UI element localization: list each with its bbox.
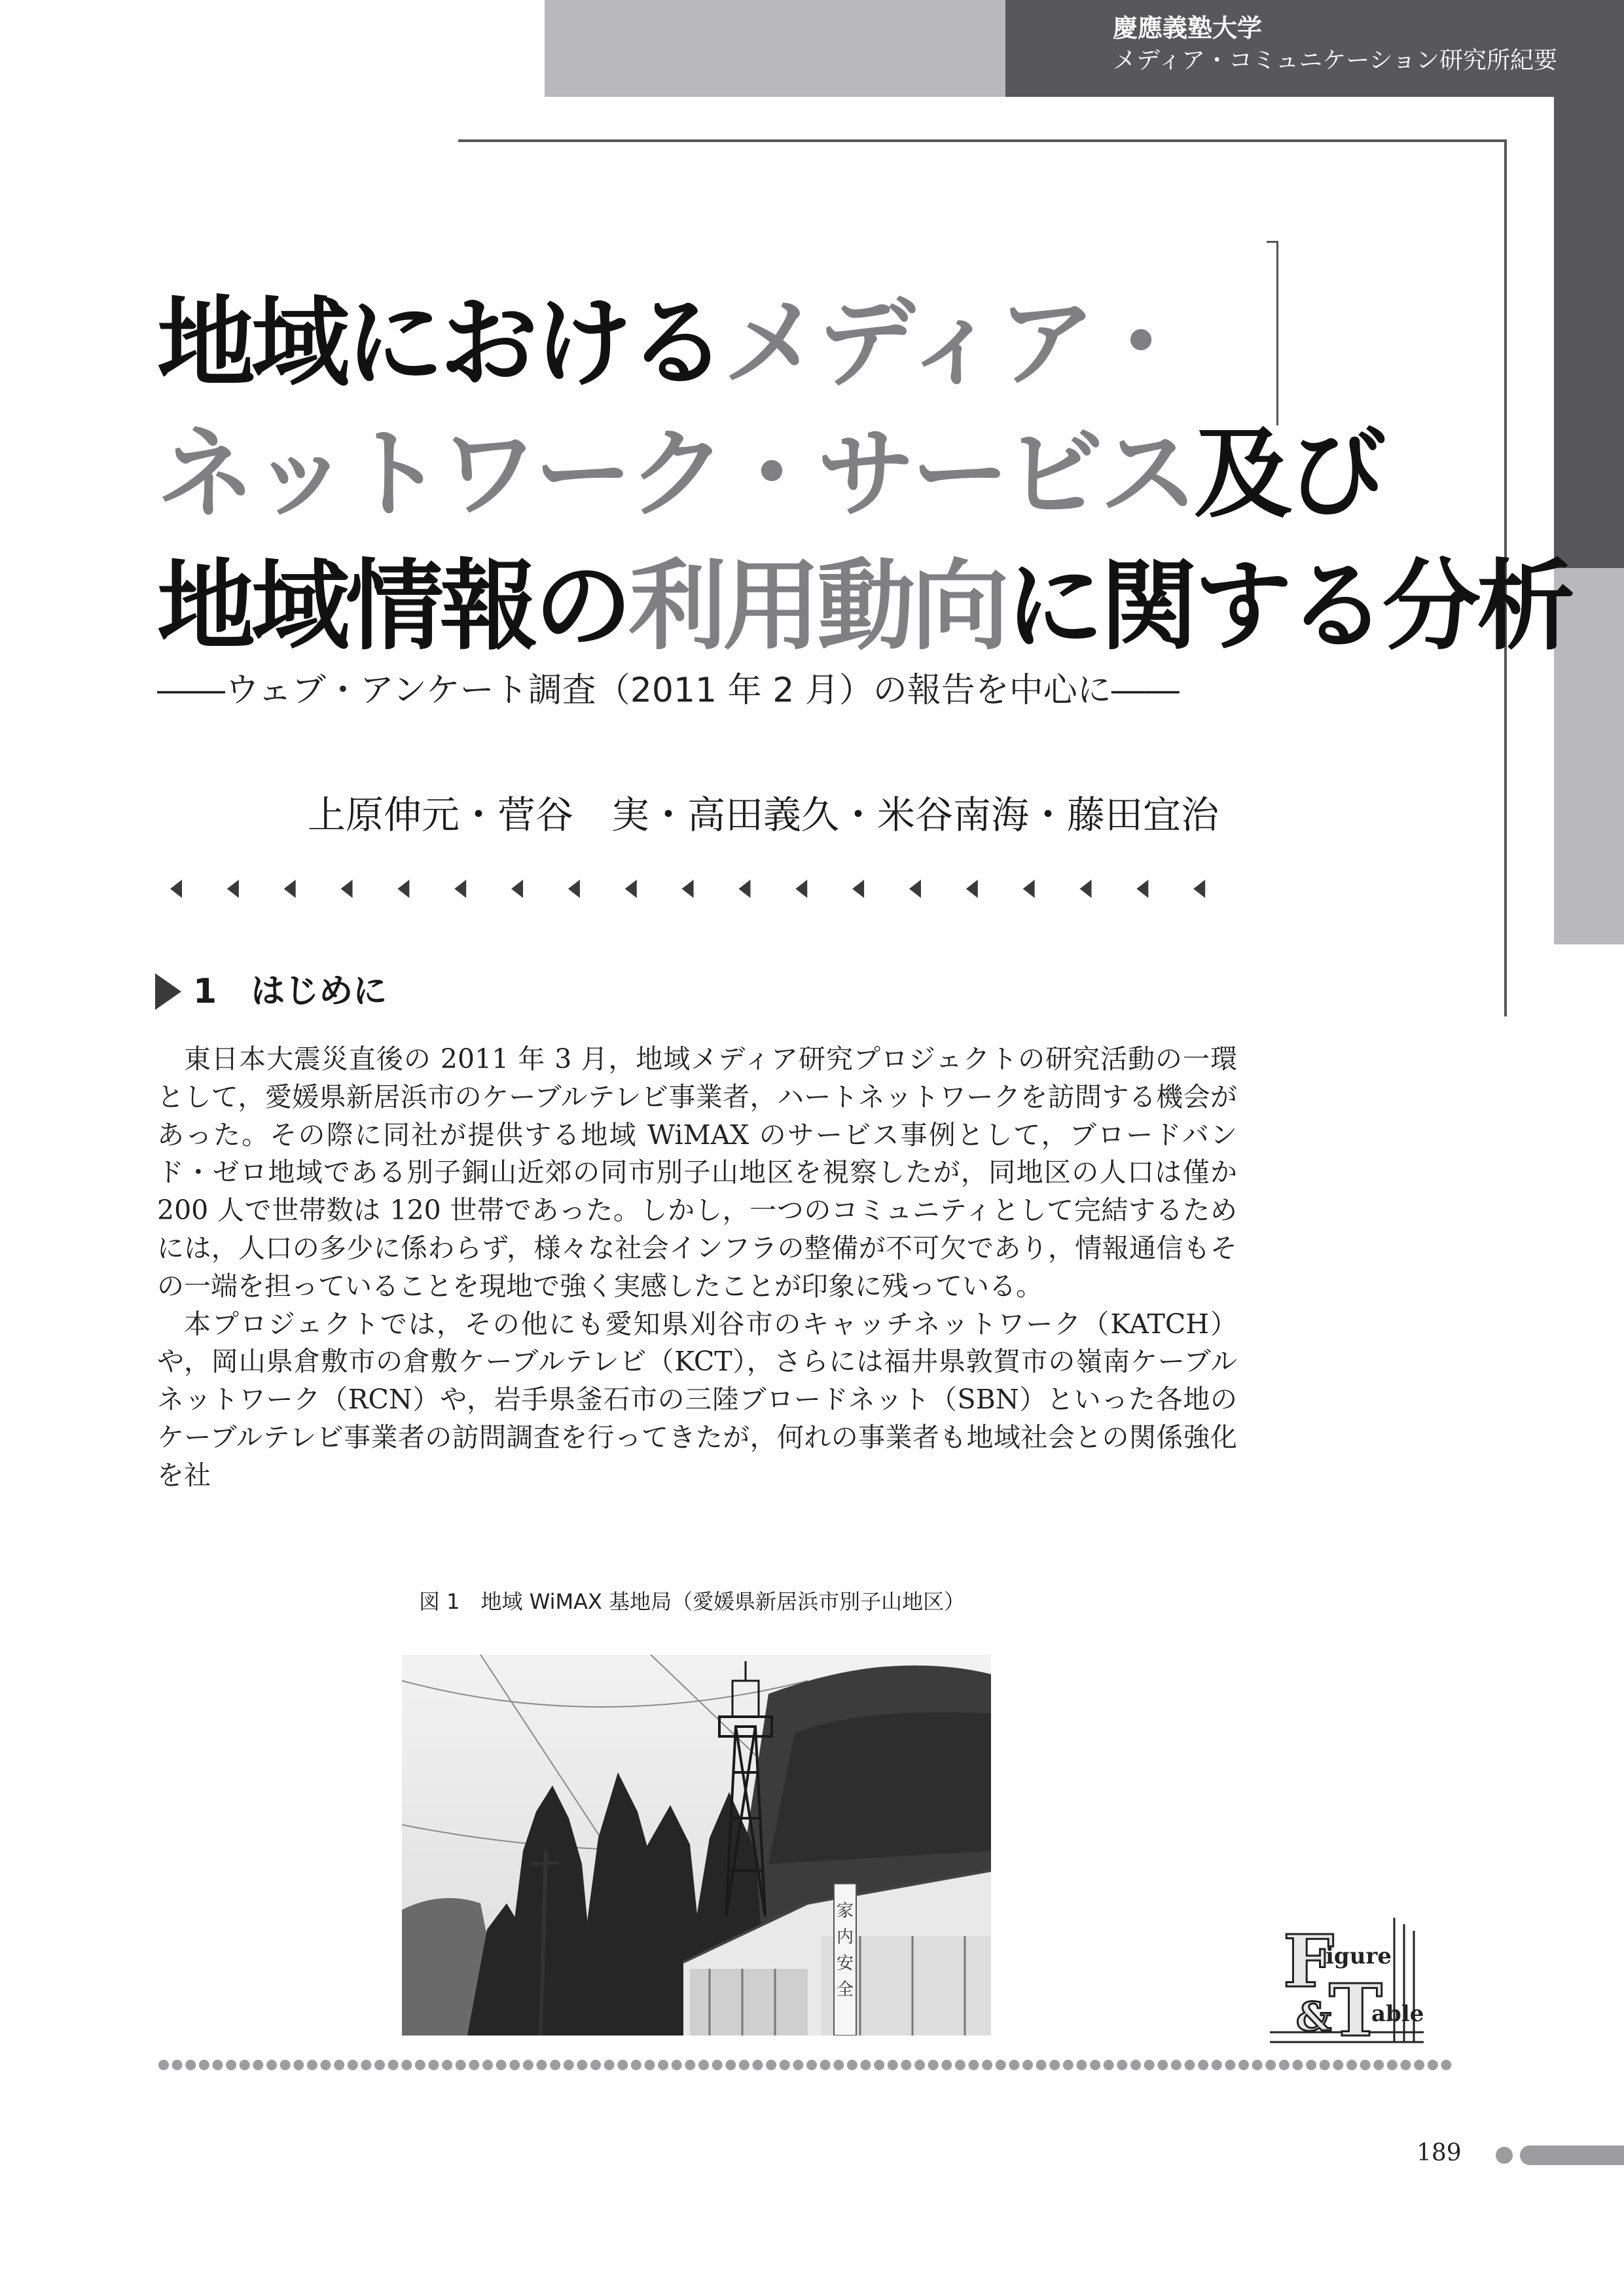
triangle-icon bbox=[227, 880, 239, 898]
triangle-icon bbox=[511, 880, 523, 898]
triangle-icon bbox=[682, 880, 694, 898]
divider-dot bbox=[509, 2060, 520, 2070]
title-line-2-dark: 及び bbox=[1194, 418, 1383, 531]
divider-dot bbox=[415, 2060, 425, 2070]
divider-dot bbox=[1238, 2060, 1249, 2070]
divider-dot bbox=[482, 2060, 493, 2070]
divider-dot bbox=[213, 2060, 223, 2070]
divider-dot bbox=[753, 2060, 763, 2070]
title-line-3-dark-a: 地域情報の bbox=[157, 550, 629, 664]
divider-dot bbox=[1117, 2060, 1127, 2070]
divider-dot bbox=[685, 2060, 695, 2070]
divider-dot bbox=[1414, 2060, 1424, 2070]
triangle-icon bbox=[1079, 880, 1091, 898]
page-bar-ornament bbox=[1520, 2145, 1624, 2165]
body-text bbox=[157, 1041, 1237, 1495]
header-light-bar bbox=[545, 0, 1005, 97]
banner-char-3: 安 bbox=[837, 1954, 854, 1973]
triangle-icon bbox=[1193, 880, 1205, 898]
divider-dot bbox=[698, 2060, 709, 2070]
triangle-icon bbox=[852, 880, 864, 898]
triangle-row-divider bbox=[157, 876, 1237, 902]
page-dot-ornament bbox=[1496, 2147, 1513, 2164]
figure-table-logo bbox=[1263, 1911, 1440, 2052]
divider-dot bbox=[1036, 2060, 1047, 2070]
divider-dot bbox=[982, 2060, 992, 2070]
divider-dot bbox=[1104, 2060, 1114, 2070]
divider-dot bbox=[550, 2060, 560, 2070]
divider-dot bbox=[1049, 2060, 1060, 2070]
divider-dot bbox=[266, 2060, 277, 2070]
triangle-icon bbox=[454, 880, 466, 898]
title-line-3-light: 利用動向 bbox=[628, 550, 1006, 664]
divider-dot bbox=[523, 2060, 533, 2070]
divider-dot bbox=[537, 2060, 547, 2070]
divider-dot bbox=[1265, 2060, 1276, 2070]
logo-letter-T: T bbox=[1329, 1968, 1382, 2052]
divider-dot bbox=[401, 2060, 412, 2070]
divider-dot bbox=[199, 2060, 209, 2070]
divider-dot bbox=[307, 2060, 317, 2070]
divider-dot bbox=[793, 2060, 803, 2070]
body-paragraph-2: 本プロジェクトでは，その他にも愛知県刈谷市のキャッチネットワーク（KATCH）や，岡山県倉敷市の倉敷ケーブルテレビ（KCT），さらには福井県敦賀市の嶺南ケーブルネットワーク（RCN）や，岩手県釜石市の三陸ブロードネット（SBN）といった各地のケーブルテレビ事業者の訪問調査を行ってきたが，何れの事業者も地域社会との関係強化を社 bbox=[157, 1308, 1237, 1491]
divider-dot bbox=[1144, 2060, 1155, 2070]
divider-dot bbox=[1441, 2060, 1451, 2070]
subtitle: ――ウェブ・アンケート調査（2011 年 2 月）の報告を中心に―― bbox=[157, 671, 1180, 710]
divider-dot bbox=[941, 2060, 952, 2070]
banner-char-2: 内 bbox=[837, 1928, 854, 1947]
divider-dot bbox=[1077, 2060, 1087, 2070]
divider-dot bbox=[226, 2060, 236, 2070]
divider-dot bbox=[590, 2060, 601, 2070]
divider-dot bbox=[1360, 2060, 1371, 2070]
divider-dot bbox=[185, 2060, 196, 2070]
divider-dot bbox=[914, 2060, 925, 2070]
divider-dot bbox=[388, 2060, 399, 2070]
divider-dot bbox=[780, 2060, 790, 2070]
divider-dot bbox=[604, 2060, 615, 2070]
header-university: 慶應義塾大学 bbox=[1113, 13, 1263, 43]
triangle-icon bbox=[795, 880, 807, 898]
divider-dot bbox=[955, 2060, 965, 2070]
divider-dot bbox=[1279, 2060, 1290, 2070]
authors: 上原伸元・菅谷 実・高田義久・米谷南海・藤田宜治 bbox=[308, 793, 1219, 837]
divider-dot bbox=[901, 2060, 911, 2070]
divider-dot bbox=[374, 2060, 385, 2070]
divider-dot bbox=[1212, 2060, 1222, 2070]
divider-dot bbox=[1346, 2060, 1357, 2070]
divider-dot bbox=[928, 2060, 939, 2070]
triangle-icon bbox=[625, 880, 637, 898]
title-line-1 bbox=[157, 288, 1186, 399]
divider-dot bbox=[1130, 2060, 1141, 2070]
divider-dot bbox=[564, 2060, 574, 2070]
page-number: 189 bbox=[1416, 2140, 1462, 2166]
divider-dot bbox=[469, 2060, 479, 2070]
section-heading bbox=[193, 969, 387, 1014]
section-number: 1 bbox=[193, 972, 217, 1011]
divider-dot bbox=[1387, 2060, 1398, 2070]
divider-dot bbox=[766, 2060, 776, 2070]
divider-dot bbox=[1090, 2060, 1100, 2070]
logo-word-able: able bbox=[1371, 2001, 1424, 2027]
divider-dot bbox=[240, 2060, 250, 2070]
divider-dot bbox=[1252, 2060, 1263, 2070]
title-line-3 bbox=[157, 551, 1571, 662]
divider-dot bbox=[429, 2060, 439, 2070]
divider-dot bbox=[631, 2060, 641, 2070]
divider-dot bbox=[334, 2060, 344, 2070]
divider-dot bbox=[1320, 2060, 1330, 2070]
triangle-icon bbox=[966, 880, 978, 898]
figure-caption: 図 1 地域 WiMAX 基地局（愛媛県新居浜市別子山地区） bbox=[419, 1589, 965, 1614]
logo-word-igure: igure bbox=[1326, 1943, 1392, 1969]
divider-dot bbox=[577, 2060, 587, 2070]
triangle-icon bbox=[397, 880, 409, 898]
divider-dot bbox=[888, 2060, 898, 2070]
divider-dot bbox=[442, 2060, 452, 2070]
section-title: はじめに bbox=[251, 972, 388, 1011]
triangle-icon bbox=[284, 880, 296, 898]
triangle-icon bbox=[1023, 880, 1035, 898]
divider-dot bbox=[617, 2060, 628, 2070]
divider-dot bbox=[496, 2060, 507, 2070]
banner-char-4: 全 bbox=[837, 1980, 854, 2000]
triangle-icon bbox=[568, 880, 580, 898]
title-rule-tick bbox=[1267, 241, 1278, 243]
triangle-icon bbox=[170, 880, 182, 898]
divider-dot bbox=[1225, 2060, 1235, 2070]
divider-dot bbox=[820, 2060, 831, 2070]
divider-dot bbox=[1185, 2060, 1195, 2070]
logo-ampersand: & bbox=[1296, 1994, 1332, 2040]
divider-dot bbox=[739, 2060, 749, 2070]
divider-dot bbox=[672, 2060, 682, 2070]
divider-dot bbox=[1333, 2060, 1343, 2070]
divider-dot bbox=[658, 2060, 668, 2070]
banner-char-1: 家 bbox=[837, 1901, 854, 1921]
title-line-1-light: メディア・ bbox=[723, 287, 1187, 401]
divider-dot bbox=[1198, 2060, 1208, 2070]
divider-dot bbox=[1373, 2060, 1384, 2070]
divider-dot bbox=[1293, 2060, 1303, 2070]
body-paragraph-1: 東日本大震災直後の 2011 年 3 月，地域メディア研究プロジェクトの研究活動の一環として，愛媛県新居浜市のケーブルテレビ事業者，ハートネットワークを訪問する機会があった。その際に同社が提供する地域 WiMAX のサービス事例として，ブロードバンド・ゼロ地域である別子銅山近郊の同市別子山地区を視察したが，同地区の人口は僅か 200 人で世帯数は 120 世帯であった。しかし，一つのコミュニティとして完結するためには，人口の多少に係わらず，様々な社会インフラの整備が不可欠であり，情報通信もその一端を担っていることを現地で強く実感したことが印象に残っている。 bbox=[157, 1043, 1237, 1302]
section-arrow-icon bbox=[153, 972, 185, 1011]
triangle-icon bbox=[341, 880, 353, 898]
divider-dot bbox=[456, 2060, 466, 2070]
divider-dot bbox=[645, 2060, 655, 2070]
divider-dot bbox=[321, 2060, 331, 2070]
triangle-icon bbox=[738, 880, 750, 898]
title-line-1-dark: 地域における bbox=[157, 287, 723, 401]
title-line-2 bbox=[157, 419, 1382, 530]
divider-dot bbox=[1022, 2060, 1033, 2070]
title-line-2-light: ネットワーク・サービス bbox=[157, 418, 1195, 531]
dotted-divider bbox=[157, 2055, 1453, 2075]
triangle-icon bbox=[1136, 880, 1148, 898]
divider-dot bbox=[253, 2060, 263, 2070]
divider-dot bbox=[361, 2060, 371, 2070]
divider-dot bbox=[1428, 2060, 1438, 2070]
divider-dot bbox=[969, 2060, 979, 2070]
logo-letter-F: F bbox=[1283, 1919, 1335, 2003]
divider-dot bbox=[1401, 2060, 1411, 2070]
divider-dot bbox=[348, 2060, 358, 2070]
side-dark-bar bbox=[1554, 97, 1624, 568]
title-line-3-dark-b: に関する分析 bbox=[1005, 550, 1572, 664]
title-rule-vertical bbox=[1276, 241, 1278, 425]
divider-dot bbox=[293, 2060, 304, 2070]
divider-dot bbox=[725, 2060, 736, 2070]
divider-dot bbox=[1157, 2060, 1168, 2070]
divider-dot bbox=[1009, 2060, 1019, 2070]
divider-dot bbox=[1063, 2060, 1074, 2070]
divider-dot bbox=[1306, 2060, 1316, 2070]
divider-dot bbox=[861, 2060, 871, 2070]
divider-dot bbox=[1171, 2060, 1182, 2070]
divider-dot bbox=[996, 2060, 1006, 2070]
header-journal: メディア・コミュニケーション研究所紀要 bbox=[1113, 47, 1557, 74]
divider-dot bbox=[158, 2060, 169, 2070]
divider-dot bbox=[806, 2060, 817, 2070]
divider-dot bbox=[833, 2060, 844, 2070]
figure-photo-wimax-station bbox=[402, 1655, 991, 2036]
divider-dot bbox=[847, 2060, 857, 2070]
divider-dot bbox=[172, 2060, 183, 2070]
divider-dot bbox=[280, 2060, 291, 2070]
divider-dot bbox=[874, 2060, 884, 2070]
frame-top-rule bbox=[458, 139, 1507, 142]
divider-dot bbox=[712, 2060, 723, 2070]
triangle-icon bbox=[909, 880, 921, 898]
